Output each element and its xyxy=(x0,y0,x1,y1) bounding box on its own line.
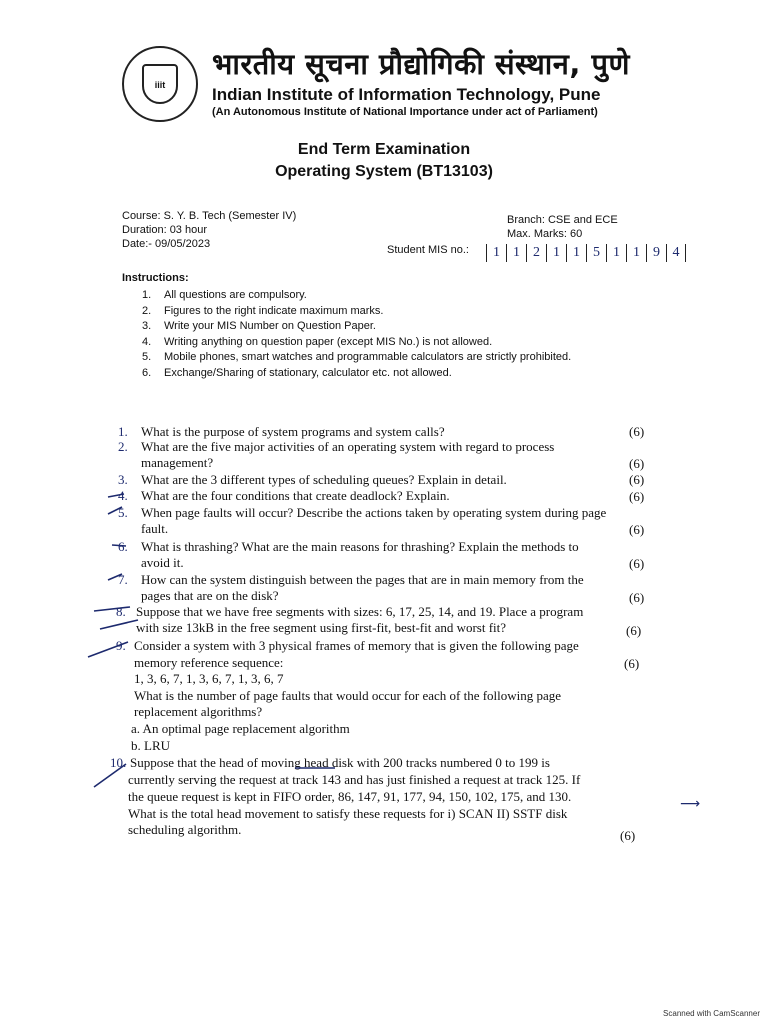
question-10-text: Suppose that the head of moving head disk with 200 tracks numbered 0 to 199 is xyxy=(130,755,550,770)
question-marks: (6) xyxy=(629,522,645,537)
institute-name-hindi: भारतीय सूचना प्रौद्योगिकी संस्थान, पुणे xyxy=(212,47,630,81)
question-marks: (6) xyxy=(629,489,645,504)
mis-digit: 1 xyxy=(506,244,526,262)
question-6-text: What is thrashing? What are the main reasons for thrashing? Explain the methods to xyxy=(141,539,579,554)
mis-digit: 1 xyxy=(626,244,646,262)
instruction-item: 5. Mobile phones, smart watches and programmable calculators are strictly prohibited. xyxy=(142,351,572,363)
mis-digit: 1 xyxy=(606,244,626,262)
question-9-text-cont: replacement algorithms? xyxy=(134,704,263,719)
question-9-text: Consider a system with 3 physical frames of memory that is given the following page xyxy=(134,638,579,653)
question-10-text-cont: currently serving the request at track 143 and has just finished a request at track 125. If xyxy=(128,772,581,787)
question-10-text-cont: What is the total head movement to satisfy these requests for i) SCAN II) SSTF disk xyxy=(128,806,568,821)
instruction-item: 2. Figures to the right indicate maximum marks. xyxy=(142,304,384,317)
question-number: 6. xyxy=(118,539,128,554)
question-8-text: Suppose that we have free segments with sizes: 6, 17, 25, 14, and 19. Place a program xyxy=(136,604,584,619)
mis-digit: 9 xyxy=(646,244,666,262)
question-number: 3. xyxy=(118,472,128,487)
institute-subtitle: (An Autonomous Institute of National Importance under act of Parliament) xyxy=(212,106,598,118)
exam-subject: Operating System (BT13103) xyxy=(275,163,493,180)
instruction-item: 1. All questions are compulsory. xyxy=(142,289,307,301)
student-mis-label: Student MIS no.: xyxy=(387,244,469,256)
margin-arrow-icon: ⟶ xyxy=(680,796,701,812)
question-10-text-cont: the queue request is kept in FIFO order, 86, 147, 91, 177, 94, 150, 102, 175, and 130. xyxy=(128,789,572,804)
question-10-text-cont: scheduling algorithm. xyxy=(128,822,242,837)
branch-info: Branch: CSE and ECE xyxy=(507,214,618,226)
mis-digit: 1 xyxy=(546,244,566,262)
mis-digit: 1 xyxy=(566,244,586,262)
mis-digit: 4 xyxy=(666,244,686,262)
question-number: 7. xyxy=(118,572,128,587)
question-marks: (6) xyxy=(629,556,645,571)
instruction-item: 4. Writing anything on question paper (except MIS No.) is not allowed. xyxy=(142,335,493,348)
question-number: 5. xyxy=(118,505,128,520)
institute-name-english: Indian Institute of Information Technology, Pune xyxy=(212,85,601,104)
question-number: 9. xyxy=(116,638,126,653)
question-7-text-cont: pages that are on the disk? xyxy=(141,588,279,603)
check-mark xyxy=(100,620,138,629)
question-marks: (6) xyxy=(629,590,645,605)
question-2-text: What are the five major activities of an operating system with regard to process xyxy=(141,439,555,454)
question-9-text-cont: What is the number of page faults that would occur for each of the following page xyxy=(134,688,562,703)
check-mark xyxy=(108,507,122,514)
question-number: 4. xyxy=(118,488,128,503)
question-1-text: What is the purpose of system programs and system calls? xyxy=(141,424,445,439)
instruction-item: 6. Exchange/Sharing of stationary, calculator etc. not allowed. xyxy=(142,366,452,379)
question-marks: (6) xyxy=(629,456,645,471)
question-5-text-cont: fault. xyxy=(141,521,169,536)
question-marks: (6) xyxy=(624,656,640,671)
question-6-text-cont: avoid it. xyxy=(141,555,184,570)
mis-digit: 2 xyxy=(526,244,546,262)
question-8-text-cont: with size 13kB in the free segment using first-fit, best-fit and worst fit? xyxy=(136,620,507,635)
question-3-text: What are the 3 different types of scheduling queues? Explain in detail. xyxy=(141,472,507,487)
mis-digit: 5 xyxy=(586,244,606,262)
question-9-text-cont: memory reference sequence: xyxy=(134,655,284,670)
check-mark xyxy=(94,764,126,787)
question-4-text: What are the four conditions that create deadlock? Explain. xyxy=(141,488,450,503)
question-5-text: When page faults will occur? Describe the actions taken by operating system during page xyxy=(141,505,607,520)
instruction-item: 3. Write your MIS Number on Question Paper. xyxy=(142,320,376,332)
question-marks: (6) xyxy=(620,828,636,843)
question-2-text-cont: management? xyxy=(141,455,214,470)
logo-emblem: iiit xyxy=(142,64,178,104)
check-mark xyxy=(94,607,130,611)
course-info: Course: S. Y. B. Tech (Semester IV) xyxy=(122,210,297,222)
check-mark xyxy=(108,574,122,580)
question-number: 1. xyxy=(118,424,128,439)
question-9-option-b: b. LRU xyxy=(131,738,170,753)
question-marks: (6) xyxy=(629,424,645,439)
instructions-heading: Instructions: xyxy=(122,272,189,284)
max-marks-info: Max. Marks: 60 xyxy=(507,228,583,240)
question-number: 8. xyxy=(116,604,126,619)
check-mark xyxy=(112,545,126,546)
mis-digit: 1 xyxy=(486,244,506,262)
question-number: 2. xyxy=(118,439,128,454)
question-9-sequence: 1, 3, 6, 7, 1, 3, 6, 7, 1, 3, 6, 7 xyxy=(134,671,284,686)
date-info: Date:- 09/05/2023 xyxy=(122,238,211,250)
check-mark xyxy=(88,642,128,657)
scanner-watermark: Scanned with CamScanner xyxy=(663,1009,760,1018)
question-7-text: How can the system distinguish between the pages that are in main memory from the xyxy=(141,572,584,587)
check-mark xyxy=(108,494,124,497)
duration-info: Duration: 03 hour xyxy=(122,224,207,236)
question-number: 10. xyxy=(110,755,127,770)
question-marks: (6) xyxy=(626,623,642,638)
question-9-option-a: a. An optimal page replacement algorithm xyxy=(131,721,350,736)
question-marks: (6) xyxy=(629,472,645,487)
exam-title: End Term Examination xyxy=(297,141,471,158)
